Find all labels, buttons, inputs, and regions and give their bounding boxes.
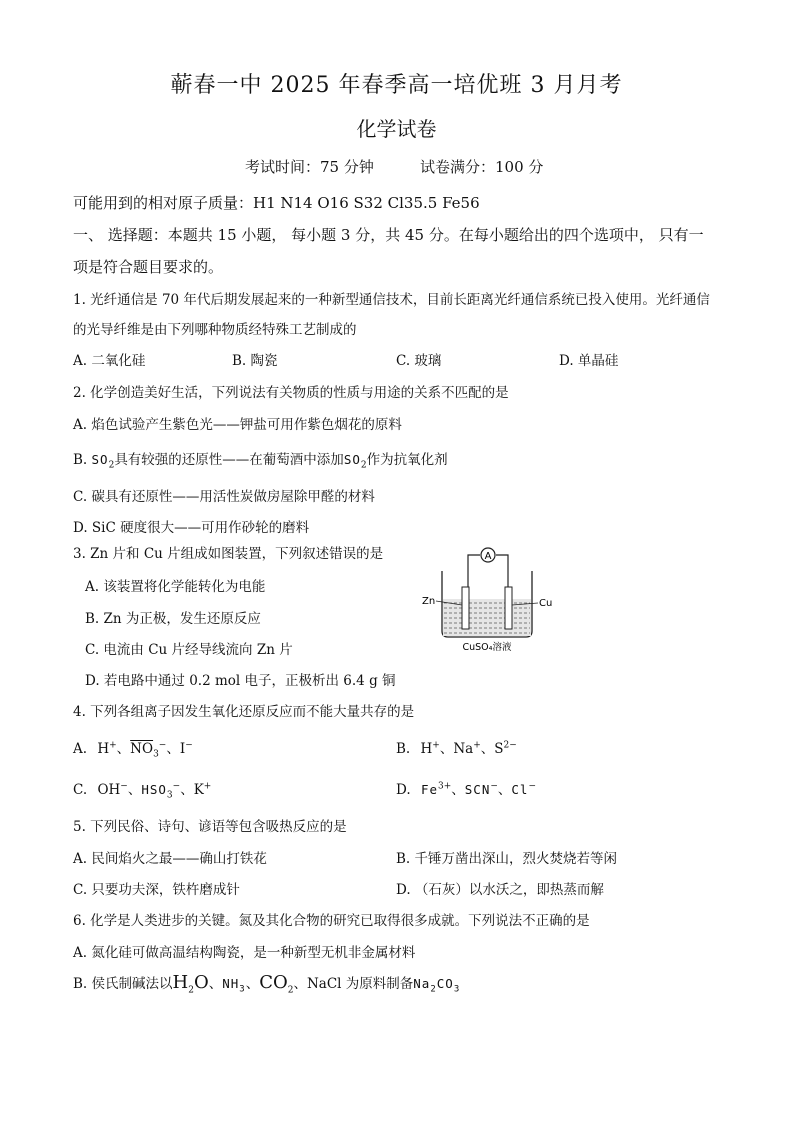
q4-d-ion3: Cl− bbox=[511, 781, 537, 797]
full-score: 试卷满分：100 分 bbox=[420, 158, 544, 176]
q6-b-prefix: B. 侯氏制碱法以 bbox=[73, 976, 173, 992]
zn-electrode bbox=[462, 587, 469, 629]
q6-b-h2o: $H_2O$ bbox=[172, 972, 209, 996]
cu-electrode bbox=[505, 587, 512, 629]
q5-option-a: A. 民间焰火之最——确山打铁花 bbox=[73, 851, 267, 867]
q4-option-d: D. $Fe^{3+}$、SCN−、Cl− bbox=[396, 781, 537, 798]
q6-stem: 6. 化学是人类进步的关键。氮及其化合物的研究已取得很多成就。下列说法不正确的是 bbox=[73, 913, 590, 929]
q2-b-formula2: SO bbox=[343, 452, 361, 467]
q6-option-b: B. 侯氏制碱法以$H_2O$、$NH_3$、$CO_2$、NaCl 为原料制备$Na_2CO_3$ bbox=[73, 972, 461, 996]
q3-option-c: C. 电流由 Cu 片经导线流向 Zn 片 bbox=[85, 642, 293, 658]
q1-option-a: A. 二氧化硅 bbox=[73, 353, 146, 369]
exam-subtitle: 化学试卷 bbox=[356, 117, 437, 141]
atomic-masses: 可能用到的相对原子质量：H1 N14 O16 S32 Cl35.5 Fe56 bbox=[73, 194, 480, 212]
section-instructions-line2: 项是符合题目要求的。 bbox=[73, 258, 224, 276]
q6-b-nacl: 、NaCl 为原料制备 bbox=[293, 976, 414, 992]
q3-option-b: B. Zn 为正极，发生还原反应 bbox=[85, 611, 261, 627]
q6-b-nh3: $NH_3$ bbox=[222, 976, 246, 995]
q4-b-label: B. bbox=[396, 741, 411, 757]
q4-c-ion2: $HSO_3^-$ bbox=[141, 781, 181, 801]
q2-option-b bbox=[73, 448, 448, 471]
q4-c-ion1: OH− bbox=[97, 781, 128, 798]
q2-b-sub2: 2 bbox=[360, 460, 367, 471]
q4-d-label: D. bbox=[396, 782, 411, 798]
q1-stem-line2: 的光导纤维是由下列哪种物质经特殊工艺制成的 bbox=[73, 322, 357, 338]
q4-a-label: A. bbox=[73, 741, 88, 757]
q5-stem: 5. 下列民俗、诗句、谚语等包含吸热反应的是 bbox=[73, 819, 347, 835]
q2-option-d: D. SiC 硬度很大——可用作砂轮的磨料 bbox=[73, 520, 310, 536]
q2-b-prefix: B. bbox=[73, 452, 92, 468]
q2-b-sub: 2 bbox=[108, 460, 115, 471]
q6-b-co2: $CO_2$ bbox=[259, 972, 294, 996]
galvanic-cell-figure bbox=[420, 543, 560, 653]
q3-option-a: A. 该装置将化学能转化为电能 bbox=[85, 579, 266, 595]
q4-c-label: C. bbox=[73, 782, 88, 798]
q4-d-ion1: $Fe^{3+}$ bbox=[420, 781, 452, 797]
q5-option-d: D. （石灰）以水沃之，即热蒸而解 bbox=[396, 882, 604, 898]
circuit-wire bbox=[468, 555, 480, 591]
solution-label: CuSO₄溶液 bbox=[462, 642, 512, 653]
q2-b-mid: 具有较强的还原性——在葡萄酒中添加 bbox=[114, 452, 344, 468]
q4-a-ion3: I− bbox=[179, 740, 193, 757]
q5-option-c: C. 只要功夫深，铁杵磨成针 bbox=[73, 882, 240, 898]
q4-stem: 4. 下列各组离子因发生氧化还原反应而不能大量共存的是 bbox=[73, 704, 415, 720]
q4-option-c: C. OH−、$HSO_3^-$、K+ bbox=[73, 781, 212, 801]
ammeter-label: A bbox=[484, 551, 492, 562]
zn-label: Zn bbox=[422, 596, 436, 607]
exam-title: 蕲春一中 2025 年春季高一培优班 3 月月考 bbox=[170, 73, 623, 98]
q2-stem: 2. 化学创造美好生活，下列说法有关物质的性质与用途的关系不匹配的是 bbox=[73, 385, 509, 401]
q2-b-suffix: 作为抗氧化剂 bbox=[366, 452, 448, 468]
q1-option-d: D. 单晶硅 bbox=[559, 353, 619, 369]
q4-a-ion1: H+ bbox=[97, 740, 117, 757]
q4-b-ion2: Na+ bbox=[453, 740, 481, 757]
q3-stem: 3. Zn 片和 Cu 片组成如图装置，下列叙述错误的是 bbox=[73, 546, 384, 562]
q3-option-d: D. 若电路中通过 0.2 mol 电子，正极析出 6.4 g 铜 bbox=[85, 673, 396, 689]
q5-option-b: B. 千锤万凿出深山，烈火焚烧若等闲 bbox=[396, 851, 618, 867]
q4-b-ion1: H+ bbox=[420, 740, 440, 757]
cu-label: Cu bbox=[539, 598, 553, 609]
q1-stem-line1: 1. 光纤通信是 70 年代后期发展起来的一种新型通信技术，目前长距离光纤通信系统已投入使用。光纤通信 bbox=[73, 292, 710, 308]
q2-option-a: A. 焰色试验产生紫色光——钾盐可用作紫色烟花的原料 bbox=[73, 417, 402, 433]
section-instructions-line1: 一、 选择题：本题共 15 小题， 每小题 3 分，共 45 分。在每小题给出的四个选项中， 只有一 bbox=[73, 226, 704, 244]
q4-c-ion3: K+ bbox=[193, 781, 212, 798]
q1-option-c: C. 玻璃 bbox=[396, 353, 442, 369]
q6-b-na2co3: $Na_2CO_3$ bbox=[413, 976, 461, 995]
exam-time: 考试时间：75 分钟 bbox=[245, 158, 374, 176]
q6-option-a: A. 氮化硅可做高温结构陶瓷，是一种新型无机非金属材料 bbox=[73, 945, 416, 961]
q1-option-b: B. 陶瓷 bbox=[232, 353, 278, 369]
q4-b-ion3: $S^{2-}$ bbox=[494, 740, 517, 757]
q4-option-b: B. H+、Na+、$S^{2-}$ bbox=[396, 740, 517, 757]
q4-a-ion2: $\overline{NO}_3^-$ bbox=[130, 740, 167, 760]
q4-option-a: A. H+、$\overline{NO}_3^-$、I− bbox=[73, 740, 193, 760]
q2-option-c: C. 碳具有还原性——用活性炭做房屋除甲醛的材料 bbox=[73, 489, 375, 505]
q2-b-formula: SO bbox=[91, 452, 109, 467]
q4-d-ion2: SCN− bbox=[464, 781, 498, 797]
